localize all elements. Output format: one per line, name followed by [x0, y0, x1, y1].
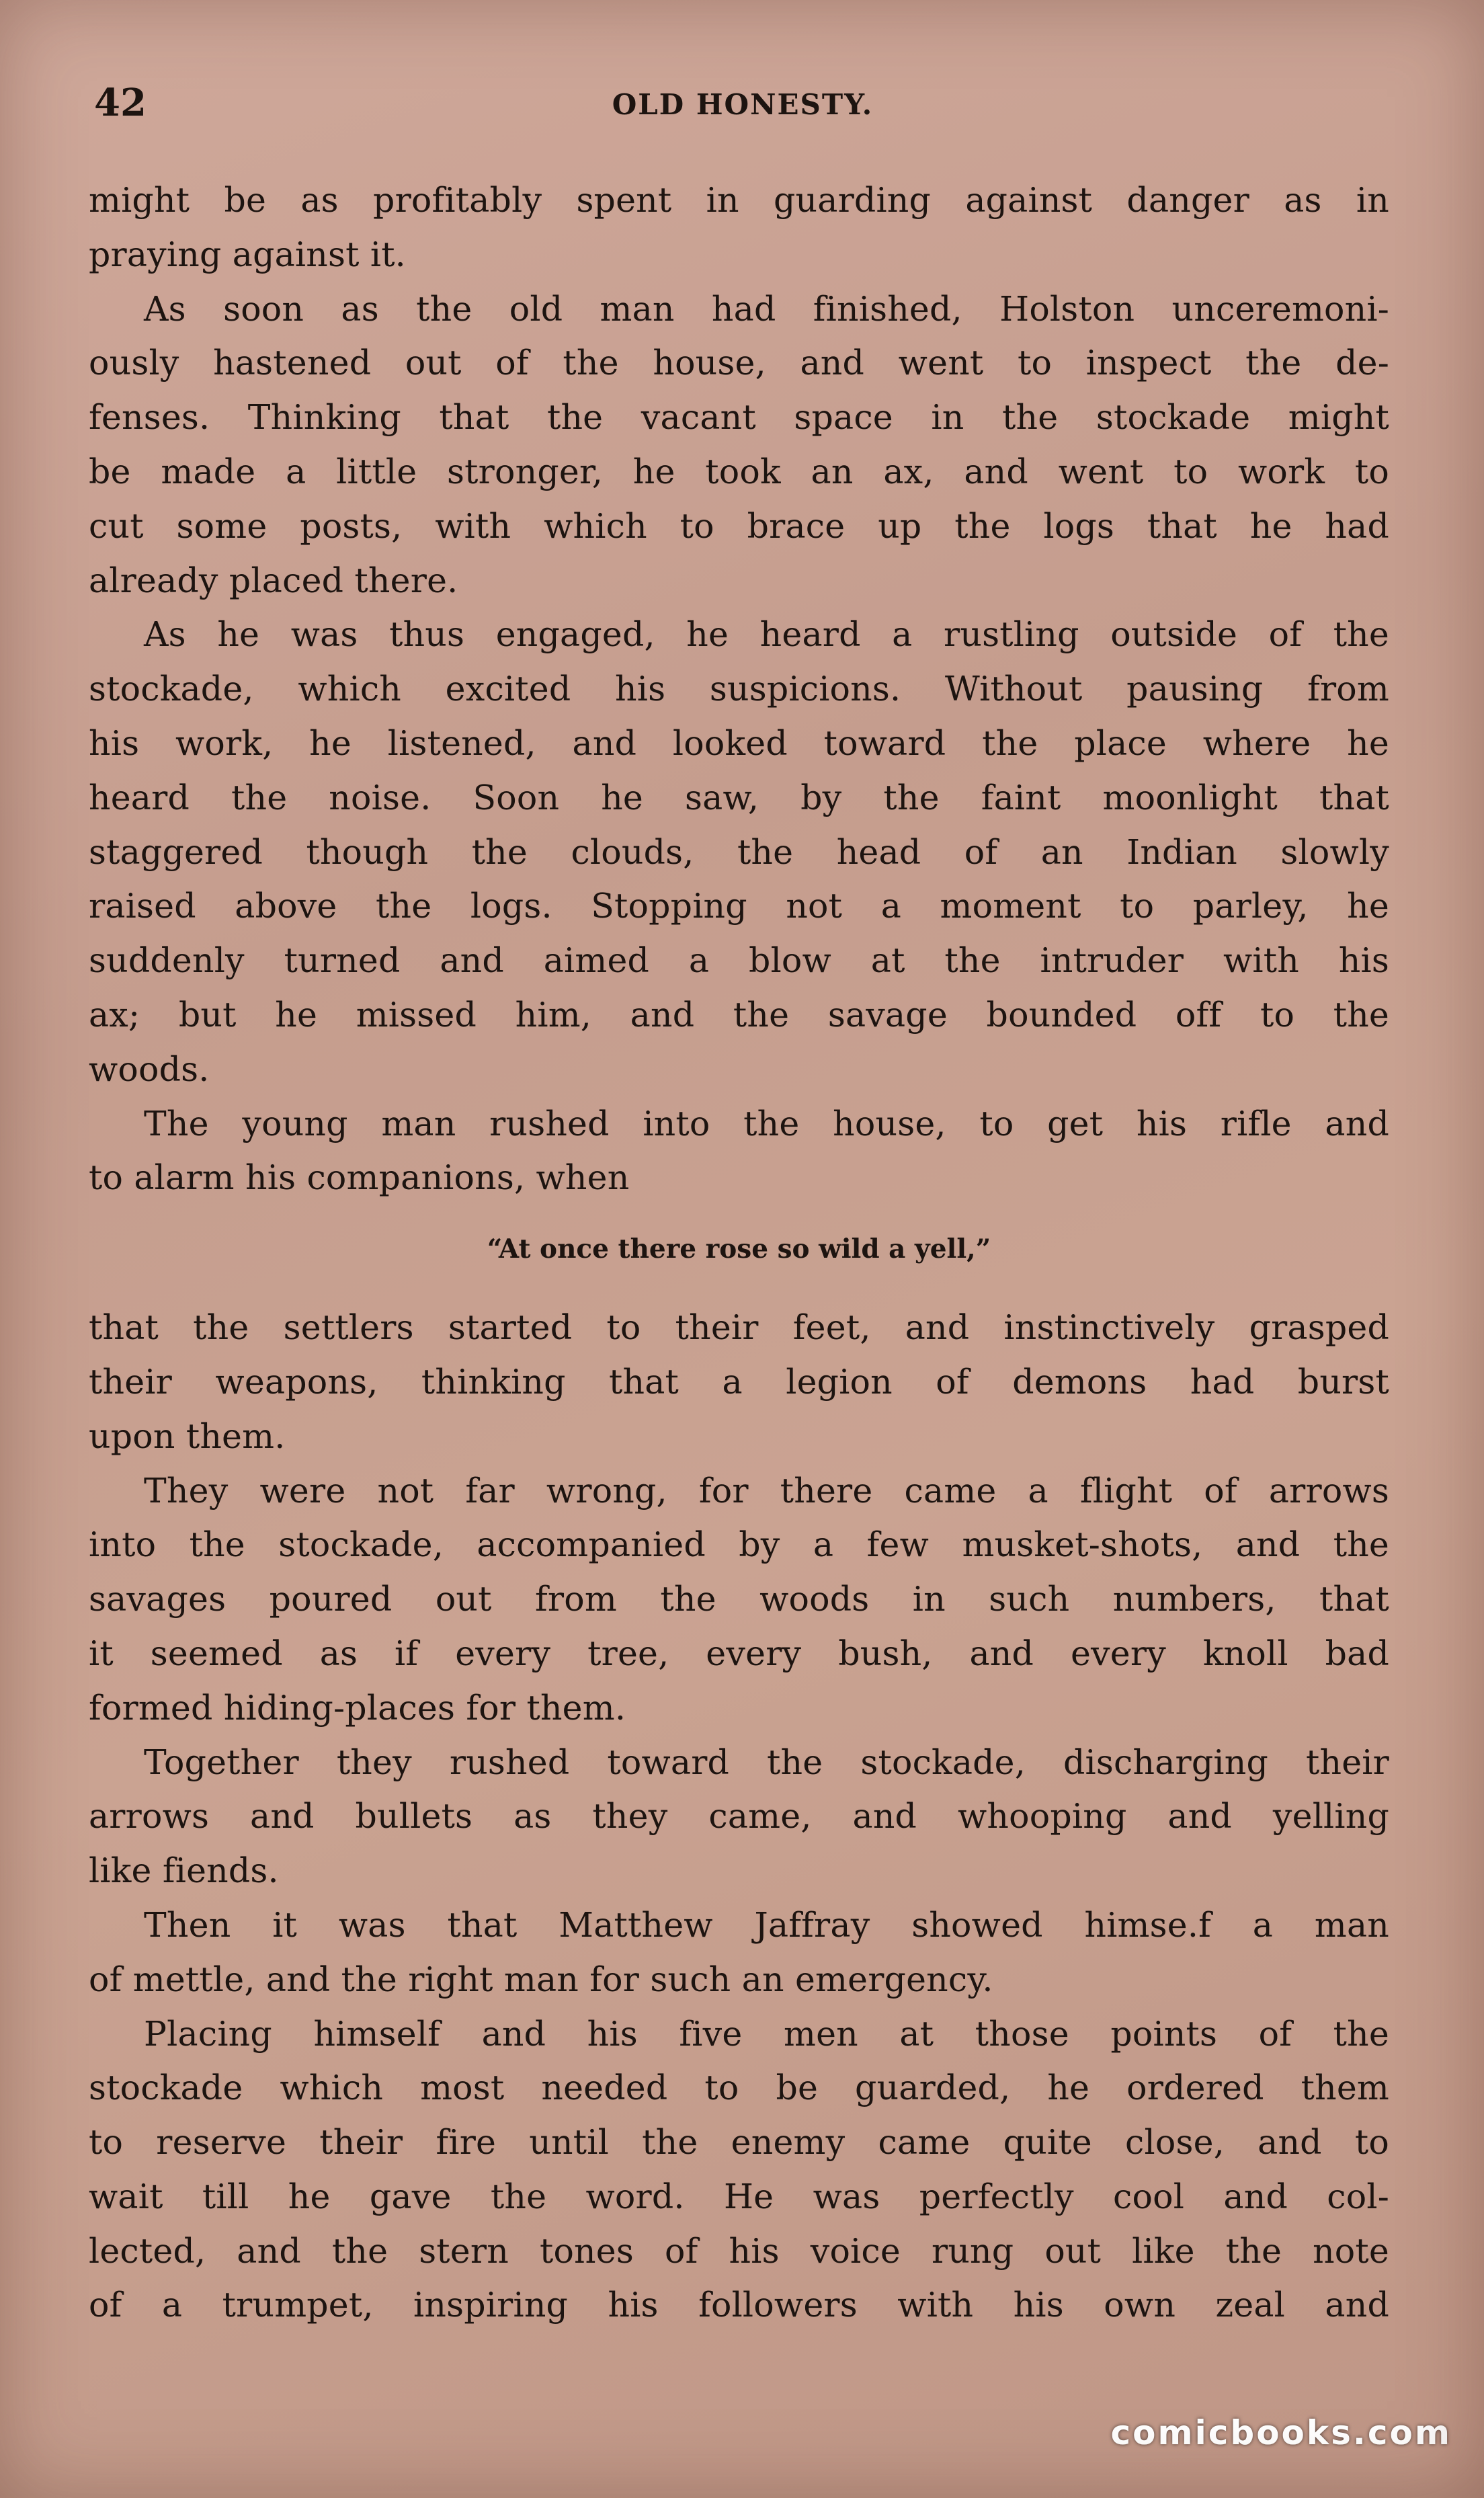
text-line: to reserve their fire until the enemy came quite close, and to	[89, 2122, 1389, 2163]
text-line: might be as profitably spent in guarding against danger as in	[89, 180, 1389, 220]
text-line: lected, and the stern tones of his voice rung out like the note	[89, 2230, 1389, 2271]
text-line: praying against it.	[89, 234, 406, 274]
text-line: their weapons, thinking that a legion of demons had burst	[89, 1361, 1389, 1402]
text-line: As he was thus engaged, he heard a rustling outside of the	[144, 614, 1389, 655]
running-head: OLD HONESTY.	[612, 88, 874, 121]
text-line: like fiends.	[89, 1851, 279, 1891]
text-line: stockade which most needed to be guarded, he ordered them	[89, 2068, 1389, 2108]
text-line: cut some posts, with which to brace up the logs that he had	[89, 506, 1389, 546]
text-line: upon them.	[89, 1416, 286, 1456]
watermark: comicbooks.com	[1110, 2413, 1452, 2452]
text-line: woods.	[89, 1049, 210, 1089]
text-line: fenses. Thinking that the vacant space in the stockade might	[89, 397, 1389, 438]
text-line: of a trumpet, inspiring his followers with his own zeal and	[89, 2285, 1389, 2325]
text-line: They were not far wrong, for there came a flight of arrows	[144, 1470, 1389, 1510]
text-line: suddenly turned and aimed a blow at the intruder with his	[89, 940, 1389, 981]
text-line: arrows and bullets as they came, and whooping and yelling	[89, 1796, 1389, 1837]
quotation: “At once there rose so wild a yell,”	[487, 1234, 991, 1265]
text-line: The young man rushed into the house, to get his rifle and	[144, 1103, 1389, 1143]
text-line: Placing himself and his five men at those points of the	[144, 2013, 1389, 2054]
text-line: into the stockade, accompanied by a few musket-shots, and the	[89, 1525, 1389, 1565]
text-line: already placed there.	[89, 560, 458, 600]
text-part-1	[89, 173, 1389, 1205]
text-line: Then it was that Matthew Jaffray showed himse.f a man	[144, 1904, 1389, 1945]
text-line: savages poured out from the woods in such numbers, that	[89, 1579, 1389, 1619]
page-number: 42	[94, 81, 147, 125]
text-line: As soon as the old man had finished, Holston unceremoni-	[144, 288, 1389, 329]
text-line: Together they rushed toward the stockade, discharging their	[144, 1742, 1389, 1782]
text-line: heard the noise. Soon he saw, by the faint moonlight that	[89, 777, 1389, 817]
text-line: to alarm his companions, when	[89, 1158, 630, 1198]
text-line: formed hiding-places for them.	[89, 1687, 626, 1728]
text-part-2	[89, 1301, 1389, 2333]
text-line: stockade, which excited his suspicions. Without pausing from	[89, 669, 1389, 709]
text-line: be made a little stronger, he took an ax, and went to work to	[89, 451, 1389, 491]
text-line: his work, he listened, and looked toward the place where he	[89, 723, 1389, 763]
body-text	[89, 173, 1389, 2333]
text-line: it seemed as if every tree, every bush, and every knoll bad	[89, 1633, 1389, 1673]
text-line: wait till he gave the word. He was perfectly cool and col-	[89, 2176, 1389, 2216]
text-line: raised above the logs. Stopping not a moment to parley, he	[89, 886, 1389, 926]
text-line: of mettle, and the right man for such an emergency.	[89, 1959, 993, 1999]
text-line: that the settlers started to their feet, and instinctively grasped	[89, 1307, 1389, 1348]
page-header	[94, 79, 1391, 126]
text-line: staggered though the clouds, the head of an Indian slowly	[89, 832, 1389, 872]
text-line: ously hastened out of the house, and went to inspect the de-	[89, 343, 1389, 383]
text-line: ax; but he missed him, and the savage bounded off to the	[89, 994, 1389, 1035]
